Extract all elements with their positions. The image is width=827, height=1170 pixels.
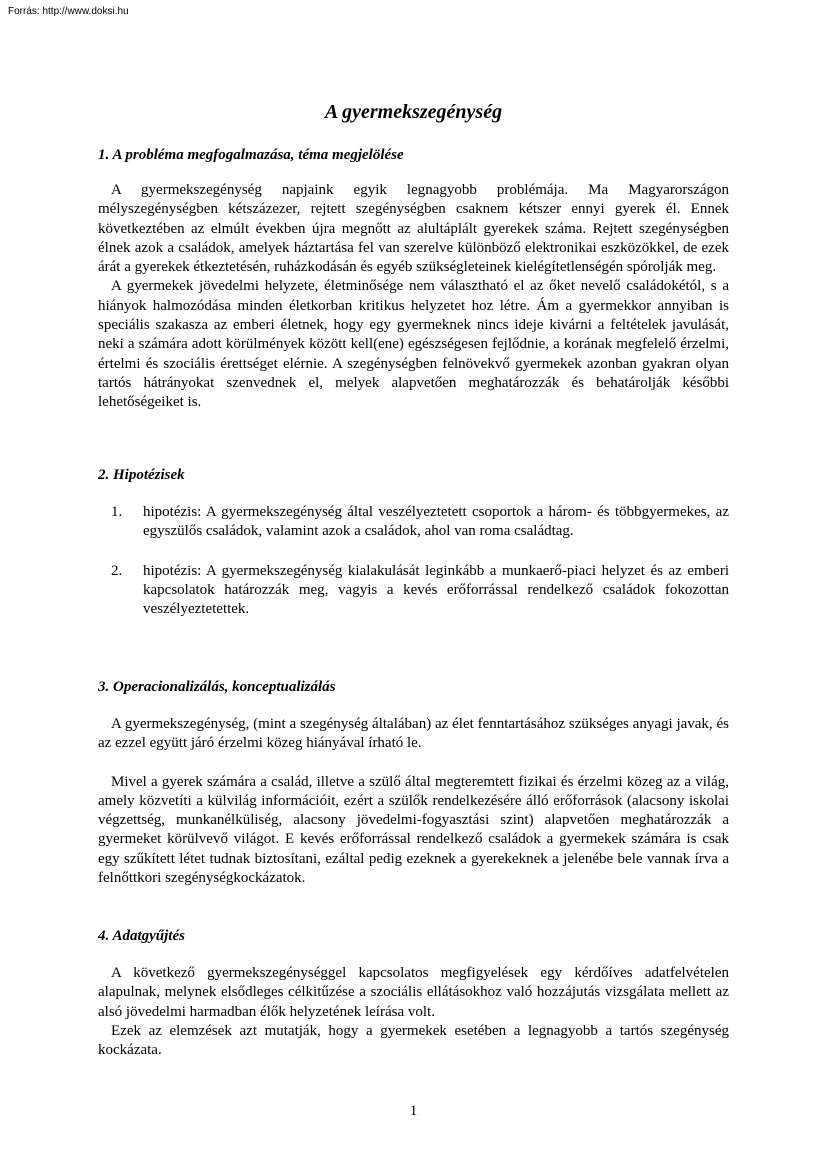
page-number: 1 [409,1103,418,1119]
list-number: 2. [111,562,123,579]
section-heading: 4. Adatgyűjtés [98,928,185,944]
section-hypotheses [98,466,729,619]
section-heading: 1. A probléma megfogalmazása, téma megjelölése [98,147,404,163]
paragraph: A gyermekszegénység napjaink egyik legnagyobb problémája. Ma Magyarországon mélyszegénységben kétszázezer, rejtett szegénységben csaknem kétszer ennyi gyerek él. Ennek következtében az elmúlt években újra megnőtt az alultáplált gyerekek száma. Rejtett szegénységben élnek azok a családok, amelyek háztartása fel van szerelve különböző elektronikai eszközökkel, de ezek árát a gyerekek étkeztetésén, ruházkodásán és egyéb szükségleteinek kielégítetlenségén spórolják meg. [98,182,729,276]
section-operationalization [98,678,729,888]
list-number: 1. [111,504,123,520]
section-heading: 2. Hipotézisek [98,467,185,483]
list-item [98,503,729,542]
list-item [98,562,729,620]
hypothesis-list [98,503,729,619]
list-text: hipotézis: A gyermekszegénység kialakulását leginkább a munkaerő-piaci helyzet és az emberi kapcsolatok határozzák meg, vagyis a kevés erőforrással rendelkező családok fokozottan veszélyeztetettek. [143,562,729,618]
document-title: A gyermekszegénység [324,101,503,123]
section-problem [98,146,729,413]
paragraph: A gyermekek jövedelmi helyzete, életminősége nem választható el az őket nevelő családokétól, s a hiányok halmozódása minden életkorban kritikus helyzetet hoz létre. Ám a gyermekkor annyiban is speciális szakasza az emberi életnek, hogy egy gyermeknek nincs ideje kivárni a feltételek javulását, neki a számára adott körülmények között kell(ene) egészségesen fejlődnie, a korának megfelelő érzelmi, értelmi és szociális érettséget elérnie. A szegénységben felnövekvő gyermekek azonban gyakran olyan tartós hátrányokat szenvednek el, melyek alapvetően meghatározzák és behatárolják későbbi lehetőségeiket is. [98,278,729,411]
source-note: Forrás: http://www.doksi.hu [8,6,129,17]
section-heading: 3. Operacionalizálás, konceptualizálás [98,679,336,695]
list-text: hipotézis: A gyermekszegénység által veszélyeztetett csoportok a három- és többgyermekes, az egyszülős családok, valamint azok a családok, ahol van roma családtag. [143,504,729,540]
paragraph: Ezek az elemzések azt mutatják, hogy a gyermekek esetében a legnagyobb a tartós szegénység kockázata. [98,1022,729,1059]
paragraph: Mivel a gyerek számára a család, illetve a szülő által megteremtett fizikai és érzelmi közeg az a világ, amely közvetíti a külvilág információit, ezért a szülők rendelkezésére álló erőforrások (alacsony iskolai végzettség, munkanélküliség, alacsony jövedelmi-fogyasztási szint) alapvetően meghatározzák a gyermeket körülvevő világot. E kevés erőforrással rendelkező családok a gyermekek számára is csak egy szűkített létet tudnak biztosítani, ezáltal pedig ezeknek a gyerekeknek a jelenébe bele vannak írva a felnőttkori szegénységkockázatok. [98,773,729,887]
paragraph: A következő gyermekszegénységgel kapcsolatos megfigyelések egy kérdőíves adatfelvételen alapulnak, melynek elsődleges célkitűzése a szociális ellátásokhoz való hozzájutás vizsgálata mellett az alsó jövedelmi harmadban élők helyzetének leírása volt. [98,965,729,1020]
paragraph: A gyermekszegénység, (mint a szegénység általában) az élet fenntartásához szükséges anyagi javak, és az ezzel együtt járó érzelmi közeg hiányával írható le. [98,716,729,752]
section-data-collection [98,927,729,1060]
